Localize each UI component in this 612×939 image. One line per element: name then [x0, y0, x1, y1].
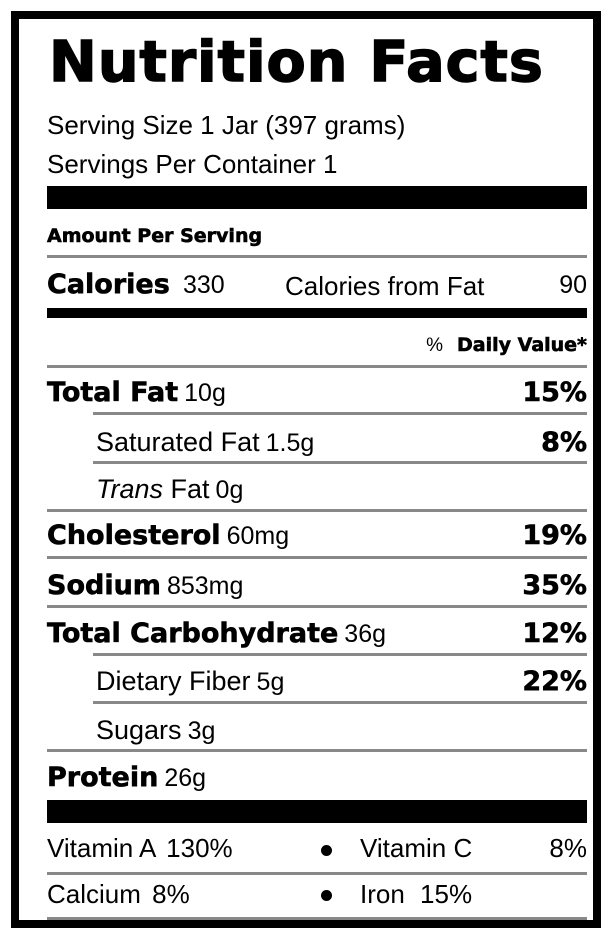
daily-value-label: Daily Value*: [457, 334, 587, 356]
nutrient-percent: 12%: [522, 618, 587, 649]
divider: [47, 509, 587, 512]
thick-divider: [47, 800, 587, 823]
divider: [47, 605, 587, 608]
vitamin-name: Vitamin A: [47, 833, 155, 863]
nutrient-amount: 853mg: [166, 572, 244, 600]
vitamin-c-value: 8%: [549, 833, 587, 863]
divider: [93, 412, 587, 415]
vitamin-name: Iron: [360, 879, 405, 909]
calories-row: [47, 271, 587, 311]
servings-per-container: Servings Per Container 1: [47, 149, 338, 179]
divider: [47, 255, 587, 258]
calories-from-fat-value: 90: [559, 271, 587, 299]
nutrient-amount: 10g: [184, 379, 226, 407]
nutrient-name: Dietary Fiber: [96, 666, 251, 696]
nutrient-name: Total Fat: [47, 377, 179, 408]
nutrient-percent: 19%: [522, 520, 587, 551]
amount-per-serving: Amount Per Serving: [47, 225, 263, 247]
nutrient-row-dietary-fiber: [47, 660, 587, 700]
nutrient-name: Cholesterol: [47, 520, 221, 551]
nutrient-name: Fat: [170, 474, 210, 504]
nutrient-amount: 0g: [215, 476, 244, 504]
medium-divider: [47, 308, 587, 318]
divider: [47, 365, 587, 368]
nutrient-row-protein: [47, 756, 587, 796]
nutrient-row-saturated-fat: [47, 421, 587, 461]
nutrition-facts-label: [11, 11, 601, 928]
divider: [93, 701, 587, 704]
nutrient-percent: 15%: [522, 377, 587, 408]
nutrient-name: Sugars: [96, 715, 182, 745]
vitamin-a: [47, 835, 233, 861]
nutrient-row-total-fat: [47, 371, 587, 411]
vitamin-value: 8%: [152, 879, 190, 909]
nutrient-row-sodium: [47, 564, 587, 604]
nutrient-row-cholesterol: [47, 514, 587, 554]
nutrient-amount: 26g: [164, 764, 207, 792]
calories-value: 330: [183, 271, 225, 299]
vitamin-name: Calcium: [47, 879, 141, 909]
divider: [47, 556, 587, 559]
nutrient-amount: 1.5g: [265, 429, 315, 457]
label-title: Nutrition Facts: [49, 30, 544, 95]
divider: [93, 461, 587, 464]
nutrient-percent: 22%: [522, 666, 587, 697]
bullet-icon: [321, 845, 332, 856]
serving-size: Serving Size 1 Jar (397 grams): [47, 110, 406, 140]
calories-from-fat-label: Calories from Fat: [285, 271, 485, 301]
calories-label: Calories: [47, 269, 170, 300]
divider: [47, 749, 587, 752]
nutrient-row-sugars: [47, 709, 587, 749]
nutrient-name: Total Carbohydrate: [47, 618, 339, 649]
nutrient-amount: 3g: [187, 717, 216, 745]
calcium: [47, 881, 190, 907]
nutrient-percent: 35%: [522, 570, 587, 601]
divider: [93, 653, 587, 656]
nutrient-row-trans-fat: [47, 468, 587, 508]
percent-symbol: %: [426, 335, 444, 356]
nutrient-amount: 60mg: [226, 522, 290, 550]
nutrient-name: Sodium: [47, 570, 161, 601]
bullet-icon: [321, 890, 332, 901]
label-content: [47, 19, 587, 920]
nutrient-row-total-carbohydrate: [47, 612, 587, 652]
trans-italic: Trans: [96, 474, 164, 504]
nutrient-amount: 36g: [344, 620, 387, 648]
vitamin-value: 15%: [420, 879, 473, 909]
nutrient-amount: 5g: [256, 668, 285, 696]
daily-value-header: [426, 336, 587, 355]
divider: [47, 872, 587, 875]
vitamin-name: Vitamin C: [360, 833, 473, 863]
nutrient-percent: 8%: [541, 427, 587, 458]
nutrient-name: Saturated Fat: [96, 427, 260, 457]
divider: [47, 917, 587, 920]
iron: [360, 881, 472, 907]
vitamin-c: [360, 835, 472, 861]
vitamin-value: 130%: [166, 833, 233, 863]
thick-divider: [47, 186, 587, 209]
nutrient-name: Protein: [47, 762, 159, 793]
